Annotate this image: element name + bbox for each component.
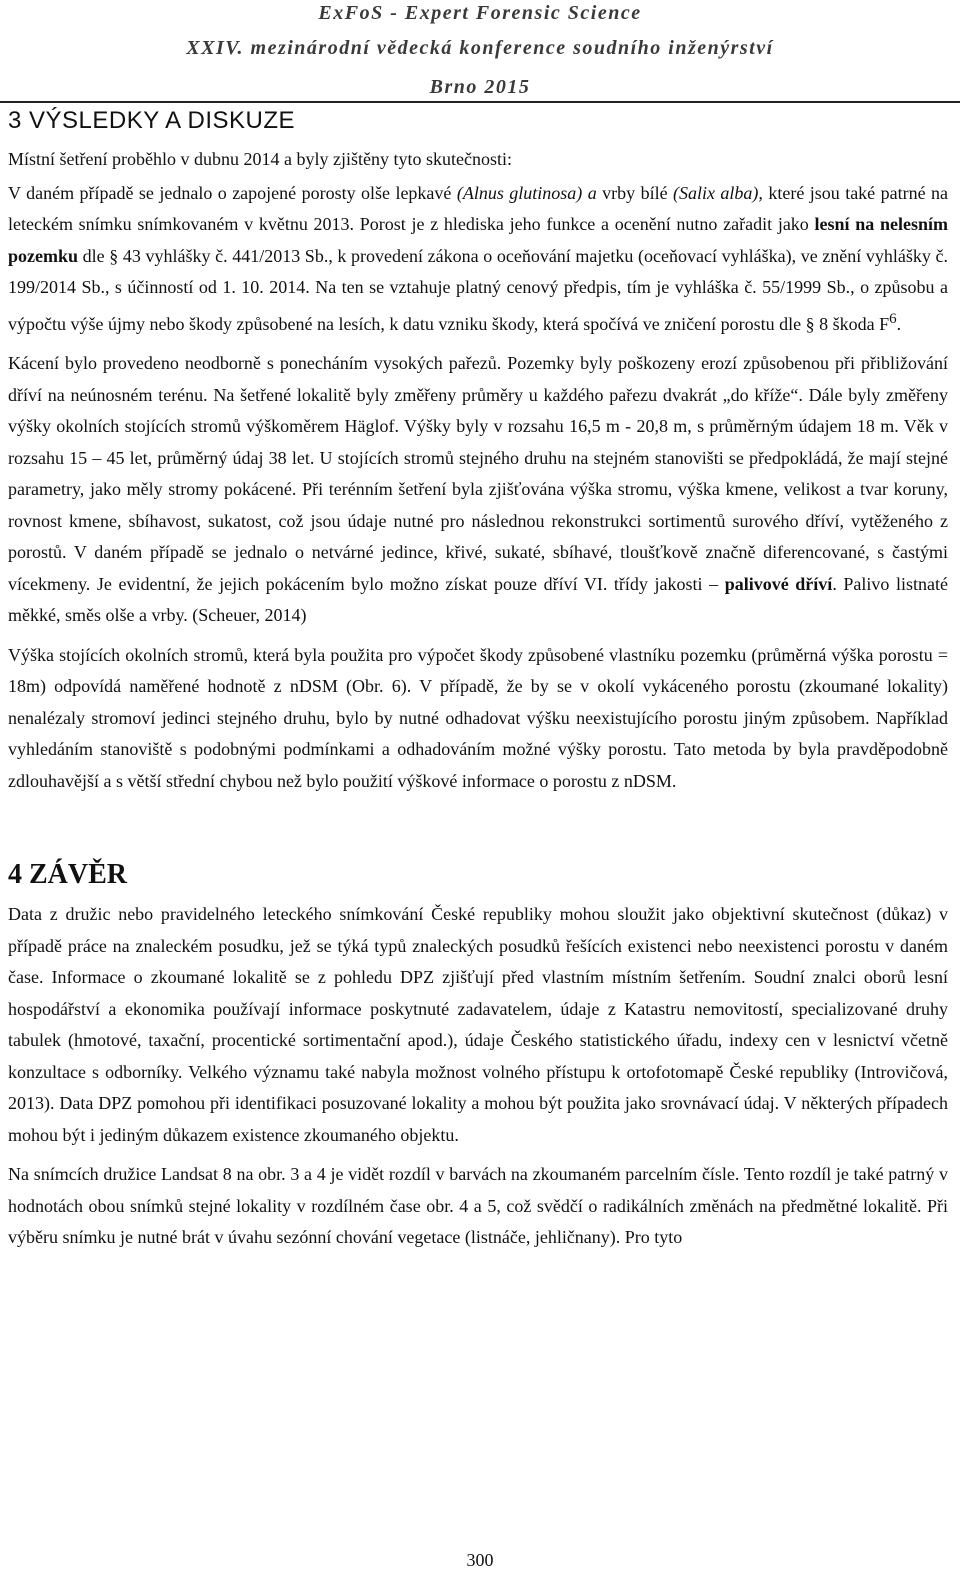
text-run: vrby bílé <box>596 182 673 203</box>
section-3-paragraph-3: Výška stojících okolních stromů, která byla použita pro výpočet škody způsobené vlastníku pozemku (průměrná výška porostu = 18m) odpovídá naměřené hodnotě z nDSM (Obr. 6). V případě, že by se v okolí vykáceného porostu (zkoumané lokality) nenalézaly stromoví jedinci stejného druhu, bylo by nutné odhadovat výšku neexistujícího porostu jiným způsobem. Například vyhledáním stanoviště s podobnými podmínkami a odhadováním možné výšky porostu. Tato metoda by byla pravděpodobně zdlouhavější a s větší střední chybou než bylo použití výškové informace o porostu z nDSM. <box>8 644 948 791</box>
text-run: Kácení bylo provedeno neodborně s ponecháním vysokých pařezů. Pozemky byly poškozeny erozí způsobenou při přibližování dříví na neúnosném terénu. Na šetřené lokalitě byly změřeny průměry u každého pařezu dvakrát „do kříže“. Dále byly změřeny výšky okolních stojících stromů výškoměrem Häglof. Výšky byly v rozsahu 16,5 m - 20,8 m, s průměrným údajem 18 m. Věk v rozsahu 15 – 45 let, průměrný údaj 38 let. U stojících stromů stejného druhu na stejném stanovišti se předpokládá, že mají stejné parametry, jako měly stromy pokácené. Při terénním šetření byla zjišťována výška stromu, výška kmene, velikost a tvar koruny, rovnost kmene, sbíhavost, sukatost, což jsou údaje nutné pro následnou rekonstrukci sortimentů surového dříví, vytěženého z porostů. V daném případě se jednalo o netvárné jedince, křivé, sukaté, sbíhavé, tloušťkově značně diferencované, s častými vícekmeny. Je evidentní, že jejich pokácením bylo možno získat pouze dříví VI. třídy jakosti – <box>8 353 948 594</box>
header-line-1: ExFoS - Expert Forensic Science <box>318 2 642 24</box>
section-3-paragraph-1 <box>8 178 948 341</box>
header-line-2: XXIV. mezinárodní vědecká konference soudního inženýrství <box>186 37 774 59</box>
section-4-paragraph-1: Data z družic nebo pravidelného leteckého snímkování České republiky mohou sloužit jako objektivní skutečnost (důkaz) v případě práce na znaleckém posudku, jež se týká typů znaleckých posudků řešících existenci nebo neexistenci porostu v daném čase. Informace o zkoumané lokalitě se z pohledu DPZ zjišťují před vlastním místním šetřením. Soudní znalci oborů lesní hospodářství a ekonomika používají informace poskytnuté zadavatelem, údaje z Katastru nemovitostí, specializované druhy tabulek (hmotové, taxační, procentické sortimentační apod.), údaje Českého statistického úřadu, indexy cen v lesnictví včetně konzultace s odborníky. Velkého významu také nabyla možnost volného přístupu k ortofotomapě České republiky (Introvičová, 2013). Data DPZ pomohou při identifikaci posuzované lokality a mohou být použita jako srovnávací údaj. V některých případech mohou být i jediným důkazem existence zkoumaného objektu. <box>8 904 948 1145</box>
header-rule <box>0 101 960 103</box>
text-run: které jsou také patrné na leteckém snímku snímkovaném v květnu 2013. Porost je z hlediska jeho funkce a ocenění nutno zařadit jako <box>8 182 949 234</box>
text-run: V daném případě se jednalo o zapojené porosty olše lepkavé <box>8 182 457 203</box>
header-line-3-text: Brno 2015 <box>429 76 531 98</box>
text-run-bold: palivové dříví <box>724 573 833 594</box>
section-4-paragraph-2: Na snímcích družice Landsat 8 na obr. 3 a 4 je vidět rozdíl v barvách na zkoumaném parcelním čísle. Tento rozdíl je také patrný v hodnotách obou snímků stejné lokality v rozdílném čase obr. 4 a 5, což svědčí o radikálních změnách na předmětné lokalitě. Při výběru snímku je nutné brát v úvahu sezónní chování vegetace (listnáče, jehličnany). Pro tyto <box>8 1164 948 1247</box>
text-run: . Palivo listnaté měkké, směs olše a vrby. (Scheuer, 2014) <box>8 573 948 625</box>
page-number: 300 <box>466 1550 494 1570</box>
text-run-italic: (Alnus glutinosa) a <box>456 182 597 203</box>
section-4-title: 4 ZÁVĚR <box>8 859 128 890</box>
text-run-bold: lesní na nelesním pozemku <box>8 214 948 266</box>
superscript: 6 <box>889 310 897 327</box>
section-3-title: 3 VÝSLEDKY A DISKUZE <box>8 107 296 134</box>
main-content <box>8 104 948 1254</box>
header-line-3 <box>0 76 960 99</box>
section-3-intro: Místní šetření proběhlo v dubnu 2014 a byly zjištěny tyto skutečnosti: <box>8 149 512 169</box>
text-run-italic: (Salix alba), <box>673 182 763 203</box>
text-run: dle § 43 vyhlášky č. 441/2013 Sb., k provedení zákona o oceňování majetku (oceňovací vyhláška), ve znění vyhlášky č. 199/2014 Sb., s účinností od 1. 10. 2014. Na ten se vztahuje platný cenový předpis, tím je vyhláška č. 55/1999 Sb., o způsobu a výpočtu výše újmy nebo škody způsobené na lesích, k datu vzniku škody, která spočívá ve zničení porostu dle § 8 škoda F <box>8 245 948 334</box>
section-3-paragraph-2 <box>8 348 948 632</box>
text-run: . <box>896 313 902 334</box>
